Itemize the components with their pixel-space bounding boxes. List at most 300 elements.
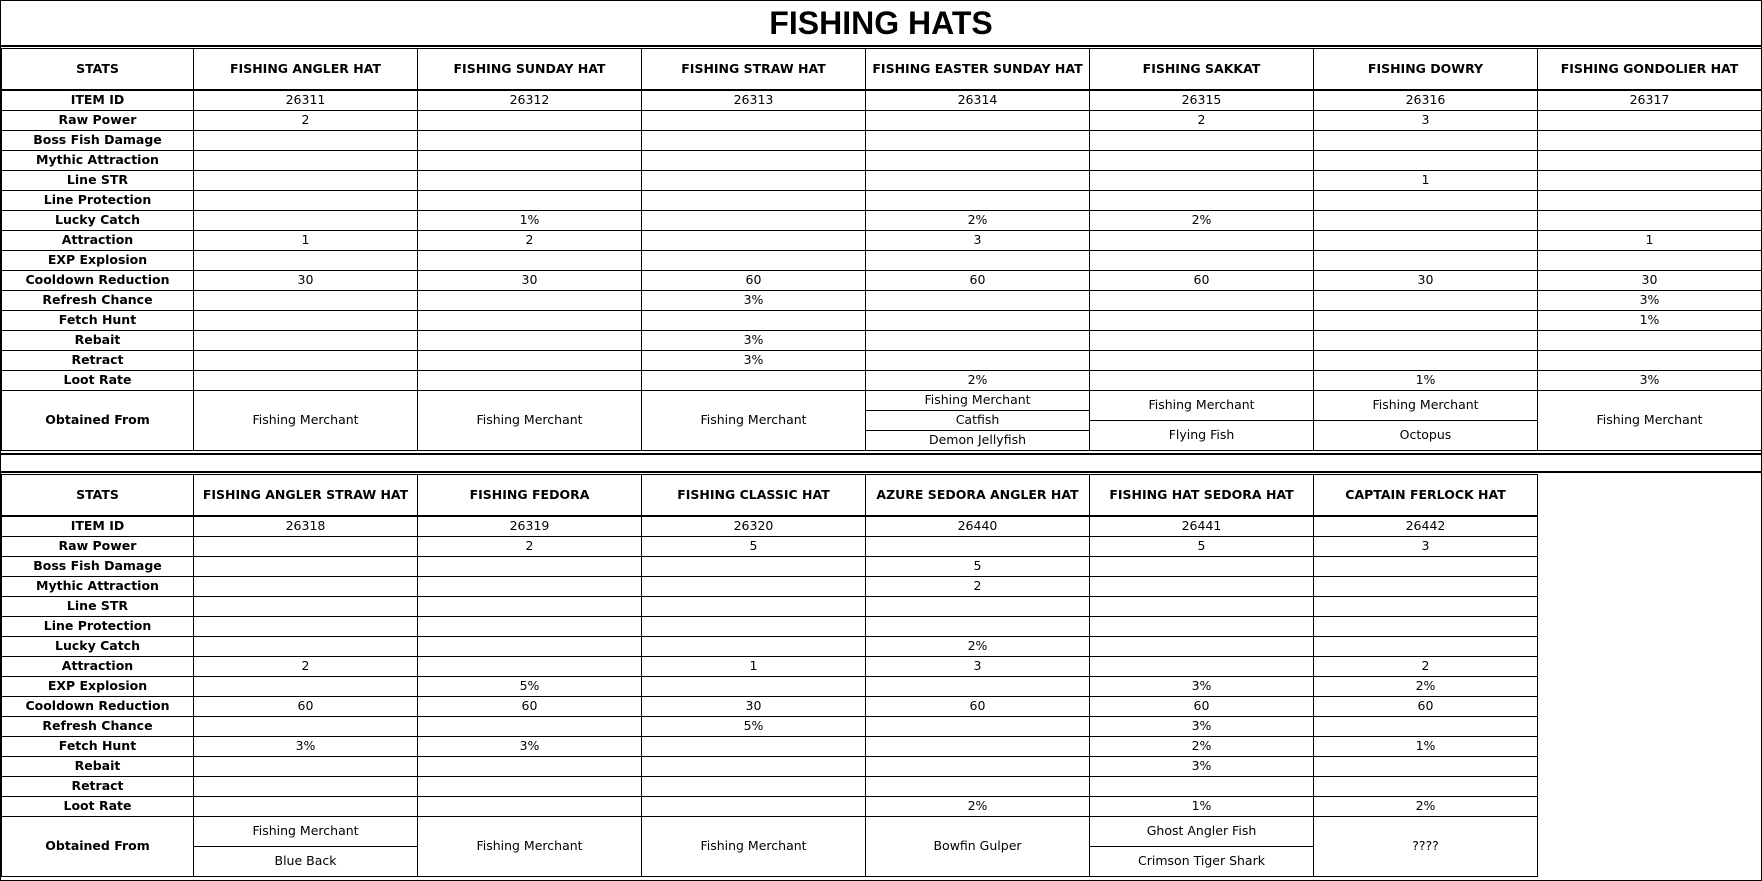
obtained-source: Fishing Merchant — [252, 823, 359, 839]
stat-cell: 60 — [194, 697, 418, 717]
stat-cell — [642, 131, 866, 151]
stat-label: ITEM ID — [2, 516, 194, 537]
hat-name-header: FISHING HAT SEDORA HAT — [1090, 475, 1314, 517]
stat-cell — [418, 757, 642, 777]
stat-cell: 26311 — [194, 90, 418, 111]
stat-cell: 2% — [1314, 677, 1538, 697]
stat-cell — [194, 291, 418, 311]
stat-row — [2, 717, 1538, 737]
stat-cell — [1090, 251, 1314, 271]
stat-cell — [194, 211, 418, 231]
stat-cell — [1090, 171, 1314, 191]
stat-cell — [1314, 637, 1538, 657]
stat-cell: 26440 — [866, 516, 1090, 537]
stat-cell — [866, 597, 1090, 617]
stat-cell — [418, 291, 642, 311]
stat-cell — [866, 537, 1090, 557]
obtained-source: Fishing Merchant — [700, 838, 807, 854]
stat-label: Line Protection — [2, 191, 194, 211]
stat-cell — [866, 717, 1090, 737]
stat-cell: 1% — [418, 211, 642, 231]
stat-cell — [194, 191, 418, 211]
stat-row — [2, 697, 1538, 717]
stat-cell — [642, 637, 866, 657]
stat-cell — [1314, 577, 1538, 597]
stat-cell — [1090, 191, 1314, 211]
stat-cell — [418, 597, 642, 617]
stat-cell — [1538, 211, 1762, 231]
stat-cell — [194, 311, 418, 331]
stat-cell: 3 — [866, 231, 1090, 251]
hat-name-header: FISHING ANGLER HAT — [194, 49, 418, 91]
stat-cell — [866, 737, 1090, 757]
stat-row — [2, 90, 1762, 111]
stat-cell: 3% — [642, 331, 866, 351]
stat-cell — [418, 131, 642, 151]
stat-label: Rebait — [2, 757, 194, 777]
stat-cell: 30 — [418, 271, 642, 291]
obtained-row — [2, 391, 1762, 451]
stat-cell: 60 — [1090, 271, 1314, 291]
stat-cell — [866, 171, 1090, 191]
stat-cell — [1314, 251, 1538, 271]
stat-cell — [642, 251, 866, 271]
stat-cell — [1314, 617, 1538, 637]
obtained-source: Bowfin Gulper — [933, 838, 1022, 854]
stat-cell — [866, 351, 1090, 371]
stat-label: Line Protection — [2, 617, 194, 637]
stat-cell: 26316 — [1314, 90, 1538, 111]
stat-label: Retract — [2, 777, 194, 797]
stat-cell — [418, 151, 642, 171]
stat-cell — [1090, 597, 1314, 617]
stat-cell: 1% — [1314, 737, 1538, 757]
obtained-source: Demon Jellyfish — [866, 430, 1089, 450]
stat-cell: 30 — [642, 697, 866, 717]
stat-cell — [866, 251, 1090, 271]
stat-cell — [642, 677, 866, 697]
stat-label: Loot Rate — [2, 797, 194, 817]
stat-cell — [194, 777, 418, 797]
stat-cell: 26317 — [1538, 90, 1762, 111]
obtained-cell — [1314, 817, 1538, 877]
obtained-source: Fishing Merchant — [1596, 412, 1703, 428]
obtained-cell — [194, 817, 418, 877]
stat-cell: 3% — [1538, 371, 1762, 391]
stat-label: EXP Explosion — [2, 677, 194, 697]
stat-cell: 3% — [642, 291, 866, 311]
stat-cell — [1538, 131, 1762, 151]
stat-cell — [866, 151, 1090, 171]
stat-cell: 30 — [1314, 271, 1538, 291]
stat-label: Boss Fish Damage — [2, 131, 194, 151]
stat-row — [2, 211, 1762, 231]
stat-cell: 26441 — [1090, 516, 1314, 537]
stat-cell: 30 — [194, 271, 418, 291]
obtained-source: Catfish — [866, 410, 1089, 430]
stat-cell — [194, 597, 418, 617]
hat-name-header: FISHING SUNDAY HAT — [418, 49, 642, 91]
stat-cell: 2% — [1314, 797, 1538, 817]
stat-cell — [642, 797, 866, 817]
stat-cell — [1538, 171, 1762, 191]
stat-cell — [1090, 777, 1314, 797]
stat-cell: 2% — [866, 371, 1090, 391]
stat-cell — [642, 311, 866, 331]
stat-cell — [1314, 211, 1538, 231]
stat-cell — [866, 191, 1090, 211]
stat-cell — [418, 311, 642, 331]
stat-label: Lucky Catch — [2, 637, 194, 657]
obtained-source: Fishing Merchant — [1148, 397, 1255, 413]
stat-cell — [194, 617, 418, 637]
stat-label: Retract — [2, 351, 194, 371]
stat-cell: 60 — [866, 697, 1090, 717]
stat-cell: 3 — [866, 657, 1090, 677]
stat-cell: 2% — [1090, 737, 1314, 757]
stat-row — [2, 657, 1538, 677]
stat-cell — [1090, 331, 1314, 351]
stat-cell — [642, 777, 866, 797]
stat-cell: 5 — [1090, 537, 1314, 557]
stats-header: STATS — [2, 49, 194, 91]
stat-cell — [418, 777, 642, 797]
stat-cell: 1 — [1314, 171, 1538, 191]
stat-cell — [1090, 151, 1314, 171]
stat-row — [2, 271, 1762, 291]
stat-cell — [1090, 231, 1314, 251]
obtained-cell — [1314, 391, 1538, 451]
stat-cell: 2% — [866, 211, 1090, 231]
stat-cell — [194, 797, 418, 817]
hats-table-2 — [1, 474, 1538, 877]
stat-cell — [418, 331, 642, 351]
stat-row — [2, 111, 1762, 131]
stat-cell — [1314, 231, 1538, 251]
hat-name-header: AZURE SEDORA ANGLER HAT — [866, 475, 1090, 517]
stat-label: EXP Explosion — [2, 251, 194, 271]
stat-label: Boss Fish Damage — [2, 557, 194, 577]
stat-cell: 26319 — [418, 516, 642, 537]
header-row — [2, 475, 1538, 517]
stat-cell: 26320 — [642, 516, 866, 537]
stat-cell — [642, 191, 866, 211]
stat-cell: 2 — [194, 657, 418, 677]
stat-cell — [866, 311, 1090, 331]
stat-cell — [866, 677, 1090, 697]
stat-cell — [1314, 777, 1538, 797]
stat-label: Cooldown Reduction — [2, 271, 194, 291]
obtained-source: Octopus — [1314, 420, 1537, 450]
stat-label: Fetch Hunt — [2, 737, 194, 757]
stat-cell — [1314, 351, 1538, 371]
stat-cell: 30 — [1538, 271, 1762, 291]
stat-cell — [418, 251, 642, 271]
stat-cell — [1538, 251, 1762, 271]
obtained-cell — [642, 391, 866, 451]
stat-row — [2, 131, 1762, 151]
hat-name-header: FISHING ANGLER STRAW HAT — [194, 475, 418, 517]
stat-cell: 3% — [642, 351, 866, 371]
stat-cell: 5% — [642, 717, 866, 737]
stat-cell — [642, 371, 866, 391]
stat-cell — [1538, 191, 1762, 211]
stat-cell — [418, 191, 642, 211]
stat-cell — [642, 151, 866, 171]
stat-cell — [1314, 331, 1538, 351]
stat-cell — [642, 597, 866, 617]
stat-label: Loot Rate — [2, 371, 194, 391]
stat-row — [2, 291, 1762, 311]
stat-cell — [1538, 331, 1762, 351]
stat-cell — [1538, 351, 1762, 371]
stat-cell: 60 — [1090, 697, 1314, 717]
stat-row — [2, 516, 1538, 537]
obtained-source: Fishing Merchant — [924, 392, 1031, 408]
stat-label: Refresh Chance — [2, 291, 194, 311]
hat-name-header: FISHING STRAW HAT — [642, 49, 866, 91]
page-title: FISHING HATS — [1, 1, 1761, 47]
stat-cell — [642, 231, 866, 251]
stat-cell — [1314, 191, 1538, 211]
stat-cell — [418, 111, 642, 131]
stat-row — [2, 677, 1538, 697]
stat-cell — [866, 111, 1090, 131]
stat-cell — [194, 371, 418, 391]
obtained-source: Fishing Merchant — [476, 412, 583, 428]
stat-cell: 60 — [1314, 697, 1538, 717]
stat-row — [2, 251, 1762, 271]
stat-cell: 26312 — [418, 90, 642, 111]
stat-cell — [194, 251, 418, 271]
stat-cell — [1090, 131, 1314, 151]
stat-cell — [1090, 291, 1314, 311]
stat-cell — [642, 111, 866, 131]
obtained-cell — [866, 817, 1090, 877]
stat-cell — [194, 757, 418, 777]
stat-row — [2, 757, 1538, 777]
obtained-source: Ghost Angler Fish — [1146, 823, 1257, 839]
stat-cell — [642, 557, 866, 577]
stat-label: Mythic Attraction — [2, 151, 194, 171]
stat-cell — [418, 637, 642, 657]
stat-cell — [1314, 311, 1538, 331]
obtained-cell — [1090, 391, 1314, 451]
stat-cell: 26315 — [1090, 90, 1314, 111]
stat-cell: 3 — [1314, 537, 1538, 557]
stat-cell: 1% — [1538, 311, 1762, 331]
stat-cell — [866, 777, 1090, 797]
stat-cell — [1314, 757, 1538, 777]
stat-row — [2, 597, 1538, 617]
stat-cell — [1538, 151, 1762, 171]
stat-cell — [866, 331, 1090, 351]
stat-cell: 1% — [1314, 371, 1538, 391]
obtained-source: Crimson Tiger Shark — [1090, 846, 1313, 876]
stat-cell — [1090, 617, 1314, 637]
stat-cell — [1090, 311, 1314, 331]
table-gap — [1, 453, 1761, 473]
stat-cell — [1090, 637, 1314, 657]
stat-cell — [194, 151, 418, 171]
obtained-cell — [194, 391, 418, 451]
obtained-source: Fishing Merchant — [476, 838, 583, 854]
stat-cell — [1314, 597, 1538, 617]
stat-cell — [866, 291, 1090, 311]
stat-cell — [1090, 657, 1314, 677]
stat-cell: 26442 — [1314, 516, 1538, 537]
stat-cell: 1 — [194, 231, 418, 251]
stat-label: Raw Power — [2, 111, 194, 131]
stat-cell: 3% — [1090, 717, 1314, 737]
stat-cell — [194, 717, 418, 737]
obtained-source: Blue Back — [194, 846, 417, 876]
stat-cell — [418, 657, 642, 677]
stat-cell — [1314, 717, 1538, 737]
stat-row — [2, 371, 1762, 391]
stat-cell: 60 — [418, 697, 642, 717]
obtained-label: Obtained From — [2, 391, 194, 451]
obtained-source: Fishing Merchant — [700, 412, 807, 428]
stat-cell — [1090, 371, 1314, 391]
stat-row — [2, 557, 1538, 577]
stat-row — [2, 171, 1762, 191]
stat-cell — [1314, 557, 1538, 577]
stat-row — [2, 617, 1538, 637]
obtained-cell — [1090, 817, 1314, 877]
stat-cell — [194, 677, 418, 697]
stat-cell — [866, 131, 1090, 151]
stat-label: Lucky Catch — [2, 211, 194, 231]
stat-cell — [642, 757, 866, 777]
stat-label: Attraction — [2, 231, 194, 251]
stat-cell — [418, 797, 642, 817]
stat-cell — [866, 757, 1090, 777]
stat-row — [2, 351, 1762, 371]
stat-cell: 26313 — [642, 90, 866, 111]
stat-cell: 5 — [642, 537, 866, 557]
stat-cell — [642, 211, 866, 231]
stat-label: Attraction — [2, 657, 194, 677]
stat-label: Refresh Chance — [2, 717, 194, 737]
stat-cell — [418, 371, 642, 391]
stat-cell — [418, 351, 642, 371]
obtained-source: ???? — [1412, 838, 1439, 854]
stat-cell: 26314 — [866, 90, 1090, 111]
stat-cell — [418, 557, 642, 577]
stat-cell — [642, 577, 866, 597]
stat-cell: 2% — [1090, 211, 1314, 231]
stat-row — [2, 537, 1538, 557]
stat-cell: 3 — [1314, 111, 1538, 131]
stat-row — [2, 311, 1762, 331]
stat-cell: 2 — [1090, 111, 1314, 131]
hat-name-header: FISHING FEDORA — [418, 475, 642, 517]
stat-row — [2, 151, 1762, 171]
stat-cell — [1538, 111, 1762, 131]
hat-name-header: FISHING DOWRY — [1314, 49, 1538, 91]
stat-cell — [642, 737, 866, 757]
stat-cell — [194, 331, 418, 351]
obtained-source: Fishing Merchant — [1372, 397, 1479, 413]
stat-cell — [1090, 557, 1314, 577]
obtained-cell — [1538, 391, 1762, 451]
stat-cell: 2 — [866, 577, 1090, 597]
stat-row — [2, 797, 1538, 817]
stat-cell — [418, 617, 642, 637]
stat-cell: 60 — [866, 271, 1090, 291]
stat-cell — [418, 171, 642, 191]
stat-cell: 3% — [418, 737, 642, 757]
stat-cell — [418, 577, 642, 597]
stat-cell: 3% — [1090, 757, 1314, 777]
obtained-source: Flying Fish — [1090, 420, 1313, 450]
stat-label: Cooldown Reduction — [2, 697, 194, 717]
stat-row — [2, 737, 1538, 757]
header-row — [2, 49, 1762, 91]
obtained-row — [2, 817, 1538, 877]
hats-table-1 — [1, 48, 1762, 451]
stat-cell: 3% — [1090, 677, 1314, 697]
stat-cell: 2% — [866, 797, 1090, 817]
obtained-label: Obtained From — [2, 817, 194, 877]
stat-cell — [194, 557, 418, 577]
stat-cell: 1% — [1090, 797, 1314, 817]
obtained-cell — [642, 817, 866, 877]
hat-name-header: FISHING SAKKAT — [1090, 49, 1314, 91]
stat-cell: 60 — [642, 271, 866, 291]
stat-cell: 3% — [1538, 291, 1762, 311]
stat-row — [2, 777, 1538, 797]
stat-cell — [194, 637, 418, 657]
stat-cell — [1090, 577, 1314, 597]
stat-cell — [194, 131, 418, 151]
stat-row — [2, 331, 1762, 351]
stat-cell: 2 — [418, 537, 642, 557]
stats-header: STATS — [2, 475, 194, 517]
hat-name-header: FISHING GONDOLIER HAT — [1538, 49, 1762, 91]
stat-cell: 1 — [1538, 231, 1762, 251]
stat-row — [2, 191, 1762, 211]
stat-label: Line STR — [2, 171, 194, 191]
stat-label: Fetch Hunt — [2, 311, 194, 331]
stat-cell — [194, 577, 418, 597]
stat-cell — [642, 617, 866, 637]
stat-cell: 2 — [194, 111, 418, 131]
stat-label: Mythic Attraction — [2, 577, 194, 597]
stat-cell — [1314, 151, 1538, 171]
stat-label: Raw Power — [2, 537, 194, 557]
stat-cell — [1314, 291, 1538, 311]
stat-cell — [194, 171, 418, 191]
stat-cell — [642, 171, 866, 191]
stat-cell — [1314, 131, 1538, 151]
stat-cell — [418, 717, 642, 737]
stat-row — [2, 637, 1538, 657]
stat-cell: 5 — [866, 557, 1090, 577]
stat-cell — [194, 537, 418, 557]
stat-cell: 2 — [418, 231, 642, 251]
obtained-cell — [418, 391, 642, 451]
obtained-source: Fishing Merchant — [252, 412, 359, 428]
stat-row — [2, 231, 1762, 251]
stat-cell: 26318 — [194, 516, 418, 537]
obtained-cell — [418, 817, 642, 877]
stat-cell: 3% — [194, 737, 418, 757]
stat-label: ITEM ID — [2, 90, 194, 111]
stat-row — [2, 577, 1538, 597]
stat-cell: 5% — [418, 677, 642, 697]
